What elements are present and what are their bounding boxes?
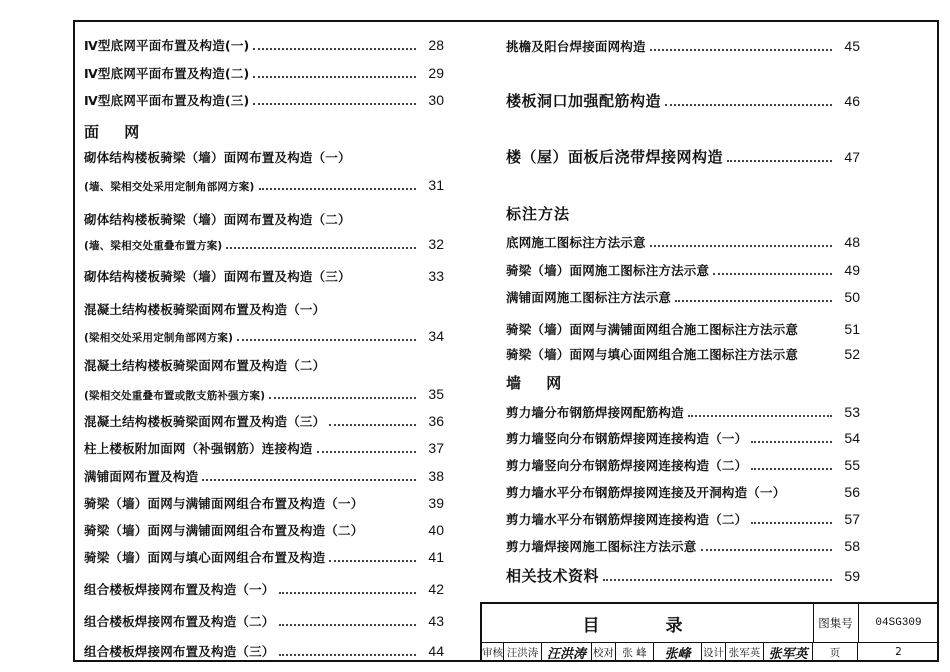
toc-entry-title: 混凝土结构楼板骑梁面网布置及构造（一）: [84, 302, 326, 317]
toc-entry[interactable]: [84, 64, 444, 82]
leader-dots: [279, 592, 416, 594]
toc-entry-page: 59: [844, 568, 860, 584]
toc-entry-page: 35: [428, 386, 444, 402]
toc-entry-title: 柱上楼板附加面网（补强钢筋）连接构造: [84, 441, 313, 456]
leader-dots: [688, 415, 832, 417]
toc-entry[interactable]: [506, 510, 860, 528]
toc-entry-title: (梁相交处重叠布置或散支筋补强方案): [84, 390, 266, 402]
toc-entry[interactable]: [506, 483, 860, 501]
section-heading-mian: 面 网: [84, 123, 150, 141]
toc-entry-page: 48: [844, 234, 860, 250]
toc-entry-page: 46: [844, 93, 860, 109]
toc-entry-page: 32: [428, 236, 444, 252]
document-title: 目 录: [482, 604, 814, 642]
toc-entry[interactable]: [84, 236, 444, 253]
toc-entry-title: 骑梁（墙）面网与满铺面网组合布置及构造（二）: [84, 523, 364, 538]
toc-entry-title: 剪力墙水平分布钢筋焊接网连接构造（二）: [506, 512, 748, 527]
title-block-top-row: [482, 604, 939, 643]
toc-entry-title: 骑梁（墙）面网与满铺面网组合布置及构造（一）: [84, 496, 364, 511]
toc-entry-page: 29: [428, 65, 444, 81]
toc-entry[interactable]: [84, 439, 444, 457]
toc-entry[interactable]: [506, 429, 860, 447]
leader-dots: [279, 624, 416, 626]
leader-dots: [650, 49, 832, 51]
leader-dots: [713, 273, 832, 275]
toc-entry[interactable]: [84, 494, 444, 512]
toc-entry-title: 楼（屋）面板后浇带焊接网构造: [506, 148, 724, 166]
toc-entry-title: 骑梁（墙）面网与填心面网组合施工图标注方法示意: [506, 347, 799, 362]
leader-dots: [751, 522, 832, 524]
toc-entry[interactable]: [84, 91, 444, 109]
toc-entry-title: (墙、梁相交处重叠布置方案): [84, 240, 223, 252]
toc-entry[interactable]: [84, 328, 444, 345]
page-number: 2: [895, 646, 902, 658]
toc-entry-title: Ⅳ型底网平面布置及构造(一): [84, 38, 250, 53]
checker-name: 张 峰: [616, 642, 654, 662]
toc-entry-page: 54: [844, 430, 860, 446]
leader-dots: [675, 300, 832, 302]
section-heading-qiang: 墙 网: [506, 374, 572, 392]
review-label: 审核: [482, 642, 504, 662]
toc-entry-title: 组合楼板焊接网布置及构造（三）: [84, 644, 275, 659]
toc-entry[interactable]: [84, 642, 444, 660]
toc-entry-page: 34: [428, 328, 444, 344]
leader-dots: [329, 560, 416, 562]
toc-entry[interactable]: [506, 565, 860, 586]
leader-dots: [701, 549, 832, 551]
toc-entry-page: 56: [844, 484, 860, 500]
leader-dots: [665, 104, 832, 106]
toc-entry-title: 剪力墙分布钢筋焊接网配筋构造: [506, 405, 684, 420]
toc-entry-title: 砌体结构楼板骑梁（墙）面网布置及构造（三）: [84, 269, 351, 284]
leader-dots: [603, 579, 832, 581]
toc-entry-page: 50: [844, 289, 860, 305]
leader-dots: [751, 441, 832, 443]
toc-entry-title: (墙、梁相交处采用定制角部网方案): [84, 181, 255, 193]
toc-entry-title: 混凝土结构楼板骑梁面网布置及构造（三）: [84, 414, 326, 429]
toc-entry-page: 58: [844, 538, 860, 554]
reviewer-name: 汪洪涛: [504, 642, 542, 662]
leader-dots: [253, 103, 416, 105]
leader-dots: [259, 188, 417, 190]
toc-entry[interactable]: [84, 580, 444, 598]
toc-entry[interactable]: [506, 345, 860, 363]
designer-name: 张军英: [726, 642, 764, 662]
toc-entry-page: 31: [428, 177, 444, 193]
title-block-signature-row: [482, 642, 939, 662]
toc-entry-title: 骑梁（墙）面网施工图标注方法示意: [506, 263, 710, 278]
atlas-number-label: 图集号: [813, 604, 859, 642]
toc-entry-page: 30: [428, 92, 444, 108]
leader-dots: [650, 245, 832, 247]
reviewer-signature: 汪洪涛: [542, 642, 592, 662]
toc-entry-title: 混凝土结构楼板骑梁面网布置及构造（二）: [84, 358, 326, 373]
toc-entry-page: 36: [428, 413, 444, 429]
toc-entry-page: 37: [428, 440, 444, 456]
toc-entry-page: 45: [844, 38, 860, 54]
toc-entry-title: (梁相交处采用定制角部网方案): [84, 332, 234, 344]
page-label: 页: [813, 642, 858, 662]
toc-entry-page: 39: [428, 495, 444, 511]
toc-entry[interactable]: [506, 90, 860, 111]
toc-entry[interactable]: [506, 320, 860, 338]
toc-entry-page: 42: [428, 581, 444, 597]
toc-entry[interactable]: [84, 612, 444, 630]
toc-entry-page: 53: [844, 404, 860, 420]
toc-entry[interactable]: [506, 146, 860, 167]
toc-entry-page: 51: [844, 321, 860, 337]
toc-entry[interactable]: [84, 356, 444, 374]
toc-entry[interactable]: [84, 548, 444, 566]
toc-entry[interactable]: [84, 467, 444, 485]
toc-entry-title: 剪力墙竖向分布钢筋焊接网连接构造（一）: [506, 431, 748, 446]
toc-entry-page: 33: [428, 268, 444, 284]
toc-entry-page: 57: [844, 511, 860, 527]
toc-entry[interactable]: [506, 261, 860, 279]
toc-entry[interactable]: [84, 300, 444, 318]
leader-dots: [279, 654, 416, 656]
toc-entry[interactable]: [506, 403, 860, 421]
checker-signature: 张峰: [654, 642, 702, 662]
toc-entry-title: 楼板洞口加强配筋构造: [506, 92, 662, 110]
designer-signature: 张军英: [764, 642, 813, 662]
title-block: [480, 602, 939, 662]
atlas-number-value: 04SG309: [875, 617, 922, 629]
toc-entry[interactable]: [84, 521, 444, 539]
section-heading-biaozhu: 标注方法: [506, 205, 571, 223]
toc-entry-page: 43: [428, 613, 444, 629]
toc-entry-title: 砌体结构楼板骑梁（墙）面网布置及构造（一）: [84, 150, 351, 165]
toc-entry-title: 剪力墙竖向分布钢筋焊接网连接构造（二）: [506, 458, 748, 473]
toc-entry-page: 40: [428, 522, 444, 538]
toc-entry[interactable]: [506, 37, 860, 55]
leader-dots: [202, 479, 416, 481]
toc-entry[interactable]: [84, 386, 444, 403]
toc-entry-title: 组合楼板焊接网布置及构造（一）: [84, 582, 275, 597]
toc-entry-page: 28: [428, 37, 444, 53]
toc-entry-title: 砌体结构楼板骑梁（墙）面网布置及构造（二）: [84, 212, 351, 227]
leader-dots: [727, 160, 832, 162]
toc-entry[interactable]: [84, 267, 444, 285]
toc-entry[interactable]: [84, 177, 444, 194]
leader-dots: [269, 397, 416, 399]
toc-entry-title: 相关技术资料: [506, 567, 600, 585]
toc-entry-title: Ⅳ型底网平面布置及构造(二): [84, 66, 250, 81]
toc-entry-page: 49: [844, 262, 860, 278]
toc-entry-title: 底网施工图标注方法示意: [506, 235, 646, 250]
toc-entry-title: 剪力墙焊接网施工图标注方法示意: [506, 539, 697, 554]
toc-entry-page: 38: [428, 468, 444, 484]
toc-entry-title: 满铺面网布置及构造: [84, 469, 199, 484]
leader-dots: [253, 48, 416, 50]
toc-entry-title: 挑檐及阳台焊接面网构造: [506, 39, 646, 54]
toc-entry-title: 组合楼板焊接网布置及构造（二）: [84, 614, 275, 629]
toc-entry[interactable]: [84, 148, 444, 166]
toc-entry[interactable]: [84, 36, 444, 54]
check-label: 校对: [592, 642, 616, 662]
toc-entry[interactable]: [506, 233, 860, 251]
toc-entry-page: 41: [428, 549, 444, 565]
toc-entry-page: 47: [844, 149, 860, 165]
toc-entry[interactable]: [506, 288, 860, 306]
toc-entry[interactable]: [506, 537, 860, 555]
leader-dots: [253, 76, 416, 78]
toc-entry-title: 满铺面网施工图标注方法示意: [506, 290, 672, 305]
toc-entry-page: 52: [844, 346, 860, 362]
toc-entry-page: 44: [428, 643, 444, 659]
toc-entry-page: 55: [844, 457, 860, 473]
toc-entry[interactable]: [84, 210, 444, 228]
toc-entry-title: 骑梁（墙）面网与填心面网组合布置及构造: [84, 550, 326, 565]
leader-dots: [329, 424, 416, 426]
design-label: 设计: [702, 642, 726, 662]
toc-entry-title: 剪力墙水平分布钢筋焊接网连接及开洞构造（一）: [506, 485, 786, 500]
leader-dots: [751, 468, 832, 470]
toc-entry[interactable]: [506, 456, 860, 474]
toc-entry-title: 骑梁（墙）面网与满铺面网组合施工图标注方法示意: [506, 322, 799, 337]
leader-dots: [237, 339, 416, 341]
leader-dots: [226, 247, 416, 249]
leader-dots: [317, 451, 416, 453]
toc-entry[interactable]: [84, 412, 444, 430]
toc-entry-title: Ⅳ型底网平面布置及构造(三): [84, 93, 250, 108]
